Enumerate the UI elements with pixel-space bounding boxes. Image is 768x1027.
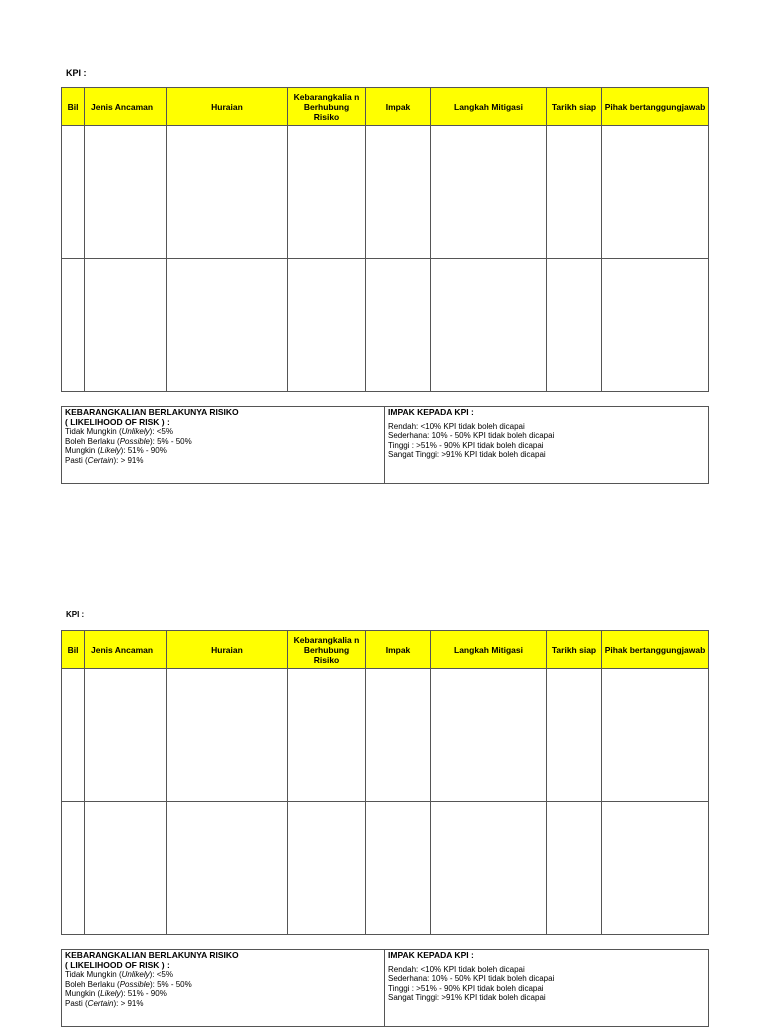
table-cell[interactable]	[85, 669, 167, 802]
table-cell[interactable]	[167, 259, 288, 392]
likelihood-item: Boleh Berlaku (Possible): 5% - 50%	[65, 979, 192, 989]
table-cell[interactable]	[167, 126, 288, 259]
header-pihak-bertanggungjawab: Pihak bertanggungjawab	[602, 631, 709, 669]
header-kebarangkalian: Kebarangkalia n Berhubung Risiko	[288, 88, 366, 126]
likelihood-item: Pasti (Certain): > 91%	[65, 455, 144, 465]
table-cell[interactable]	[602, 802, 709, 935]
header-bil: Bil	[62, 88, 85, 126]
table-cell[interactable]	[288, 802, 366, 935]
table-row	[62, 669, 709, 802]
likelihood-title: KEBARANGKALIAN BERLAKUNYA RISIKO	[65, 407, 239, 417]
likelihood-item: Boleh Berlaku (Possible): 5% - 50%	[65, 436, 192, 446]
header-kebarangkalian: Kebarangkalia n Berhubung Risiko	[288, 631, 366, 669]
table-cell[interactable]	[85, 259, 167, 392]
table-row	[62, 126, 709, 259]
impact-item: Tinggi : >51% - 90% KPI tidak boleh dicapai	[388, 983, 544, 993]
table-cell[interactable]	[288, 669, 366, 802]
impact-item: Rendah: <10% KPI tidak boleh dicapai	[388, 964, 525, 974]
impact-item: Sederhana: 10% - 50% KPI tidak boleh dicapai	[388, 974, 555, 983]
table-cell[interactable]	[62, 126, 85, 259]
table-cell[interactable]	[167, 669, 288, 802]
likelihood-item: Mungkin (Likely): 51% - 90%	[65, 446, 167, 455]
likelihood-legend	[62, 950, 385, 1027]
table-cell[interactable]	[288, 259, 366, 392]
impact-title: IMPAK KEPADA KPI :	[388, 407, 474, 417]
likelihood-legend	[62, 407, 385, 484]
impact-legend	[385, 407, 709, 484]
likelihood-item: Tidak Mungkin (Unlikely): <5%	[65, 427, 173, 436]
header-tarikh-siap: Tarikh siap	[547, 88, 602, 126]
table-cell[interactable]	[366, 126, 431, 259]
table-cell[interactable]	[547, 259, 602, 392]
kpi-label: KPI :	[66, 610, 85, 619]
impact-item: Sangat Tinggi: >91% KPI tidak boleh dicapai	[388, 450, 546, 459]
table-row	[62, 802, 709, 935]
risk-table	[61, 630, 709, 935]
header-tarikh-siap: Tarikh siap	[547, 631, 602, 669]
table-cell[interactable]	[366, 259, 431, 392]
table-cell[interactable]	[62, 802, 85, 935]
impact-title: IMPAK KEPADA KPI :	[388, 950, 474, 960]
header-impak: Impak	[366, 631, 431, 669]
likelihood-title: KEBARANGKALIAN BERLAKUNYA RISIKO	[65, 950, 239, 960]
table-header-row	[62, 88, 709, 126]
table-cell[interactable]	[62, 259, 85, 392]
kpi-label: KPI :	[66, 68, 87, 78]
impact-legend	[385, 950, 709, 1027]
header-langkah-mitigasi: Langkah Mitigasi	[431, 631, 547, 669]
legend-table	[61, 949, 709, 1027]
table-cell[interactable]	[366, 669, 431, 802]
header-huraian: Huraian	[167, 631, 288, 669]
table-cell[interactable]	[431, 259, 547, 392]
table-cell[interactable]	[62, 669, 85, 802]
likelihood-item: Mungkin (Likely): 51% - 90%	[65, 989, 167, 998]
table-cell[interactable]	[602, 126, 709, 259]
table-cell[interactable]	[85, 126, 167, 259]
impact-item: Tinggi : >51% - 90% KPI tidak boleh dicapai	[388, 440, 544, 450]
header-jenis-ancaman: Jenis Ancaman	[85, 88, 167, 126]
table-cell[interactable]	[288, 126, 366, 259]
likelihood-item: Pasti (Certain): > 91%	[65, 998, 144, 1008]
legend-table	[61, 406, 709, 484]
likelihood-item: Tidak Mungkin (Unlikely): <5%	[65, 970, 173, 979]
table-cell[interactable]	[431, 669, 547, 802]
table-cell[interactable]	[431, 126, 547, 259]
header-langkah-mitigasi: Langkah Mitigasi	[431, 88, 547, 126]
impact-item: Sederhana: 10% - 50% KPI tidak boleh dicapai	[388, 431, 555, 440]
header-huraian: Huraian	[167, 88, 288, 126]
table-cell[interactable]	[547, 126, 602, 259]
table-cell[interactable]	[602, 259, 709, 392]
table-cell[interactable]	[167, 802, 288, 935]
risk-table	[61, 87, 709, 392]
likelihood-subtitle: ( LIKELIHOOD OF RISK ) :	[65, 416, 170, 427]
table-cell[interactable]	[85, 802, 167, 935]
table-cell[interactable]	[366, 802, 431, 935]
table-header-row	[62, 631, 709, 669]
likelihood-subtitle: ( LIKELIHOOD OF RISK ) :	[65, 959, 170, 970]
impact-item: Sangat Tinggi: >91% KPI tidak boleh dicapai	[388, 993, 546, 1002]
header-pihak-bertanggungjawab: Pihak bertanggungjawab	[602, 88, 709, 126]
impact-item: Rendah: <10% KPI tidak boleh dicapai	[388, 421, 525, 431]
table-cell[interactable]	[602, 669, 709, 802]
table-row	[62, 259, 709, 392]
table-cell[interactable]	[547, 802, 602, 935]
header-jenis-ancaman: Jenis Ancaman	[85, 631, 167, 669]
header-bil: Bil	[62, 631, 85, 669]
header-impak: Impak	[366, 88, 431, 126]
table-cell[interactable]	[547, 669, 602, 802]
table-cell[interactable]	[431, 802, 547, 935]
